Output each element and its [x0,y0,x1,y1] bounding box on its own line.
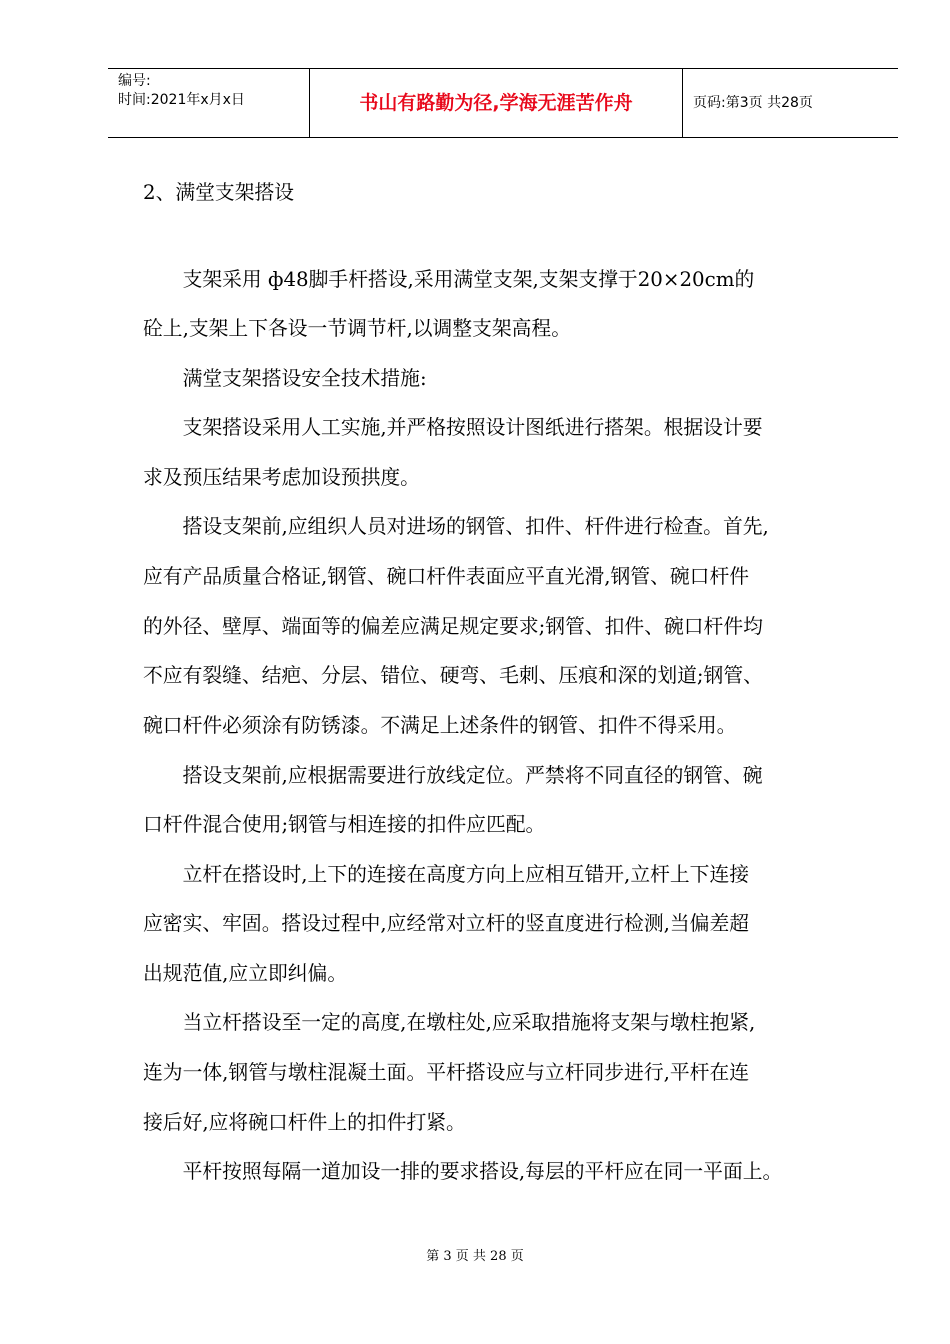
text-line: 的外径、壁厚、端面等的偏差应满足规定要求;钢管、扣件、碗口杆件均 [143,615,763,638]
header-page-info: 页码:第3页 共28页 [693,95,813,111]
number-label: 编号: [118,73,151,89]
text-line: 当立杆搭设至一定的高度,在墩柱处,应采取措施将支架与墩柱抱紧, [143,1011,756,1034]
text-line: 搭设支架前,应组织人员对进场的钢管、扣件、杆件进行检查。首先, [143,515,769,538]
text-line: 立杆在搭设时,上下的连接在高度方向上应相互错开,立杆上下连接 [143,863,750,886]
text-line: 应密实、牢固。搭设过程中,应经常对立杆的竖直度进行检测,当偏差超 [143,912,750,935]
text-line: 搭设支架前,应根据需要进行放线定位。严禁将不同直径的钢管、碗 [143,764,763,787]
text-line: 应有产品质量合格证,钢管、碗口杆件表面应平直光滑,钢管、碗口杆件 [143,565,750,588]
page-footer: 第 3 页 共 28 页 [426,1249,524,1264]
time-label: 时间:2021年x月x日 [118,92,245,108]
text-line: 连为一体,钢管与墩柱混凝土面。平杆搭设应与立杆同步进行,平杆在连 [143,1061,750,1084]
text-line: 出规范值,应立即纠偏。 [143,962,348,985]
text-line: 砼上,支架上下各设一节调节杆,以调整支架高程。 [143,317,571,340]
text-line: 支架搭设采用人工实施,并严格按照设计图纸进行搭架。根据设计要 [143,416,763,439]
text-line: 平杆按照每隔一道加设一排的要求搭设,每层的平杆应在同一平面上。 [143,1160,783,1183]
text-line: 求及预压结果考虑加设预拱度。 [143,466,420,489]
text-line: 不应有裂缝、结疤、分层、错位、硬弯、毛刺、压痕和深的划道;钢管、 [143,664,763,687]
text-line: 碗口杆件必须涂有防锈漆。不满足上述条件的钢管、扣件不得采用。 [143,714,737,737]
header-motto: 书山有路勤为径,学海无涯苦作舟 [310,69,683,137]
section-title: 2、满堂支架搭设 [143,181,295,204]
text-line: 口杆件混合使用;钢管与相连接的扣件应匹配。 [143,813,546,836]
text-line: 支架采用 ф48脚手杆搭设,采用满堂支架,支架支撑于20×20cm的 [143,268,755,291]
text-line: 满堂支架搭设安全技术措施: [143,367,427,390]
page-header [108,68,898,138]
text-line: 接后好,应将碗口杆件上的扣件打紧。 [143,1111,466,1134]
header-meta [108,69,310,137]
